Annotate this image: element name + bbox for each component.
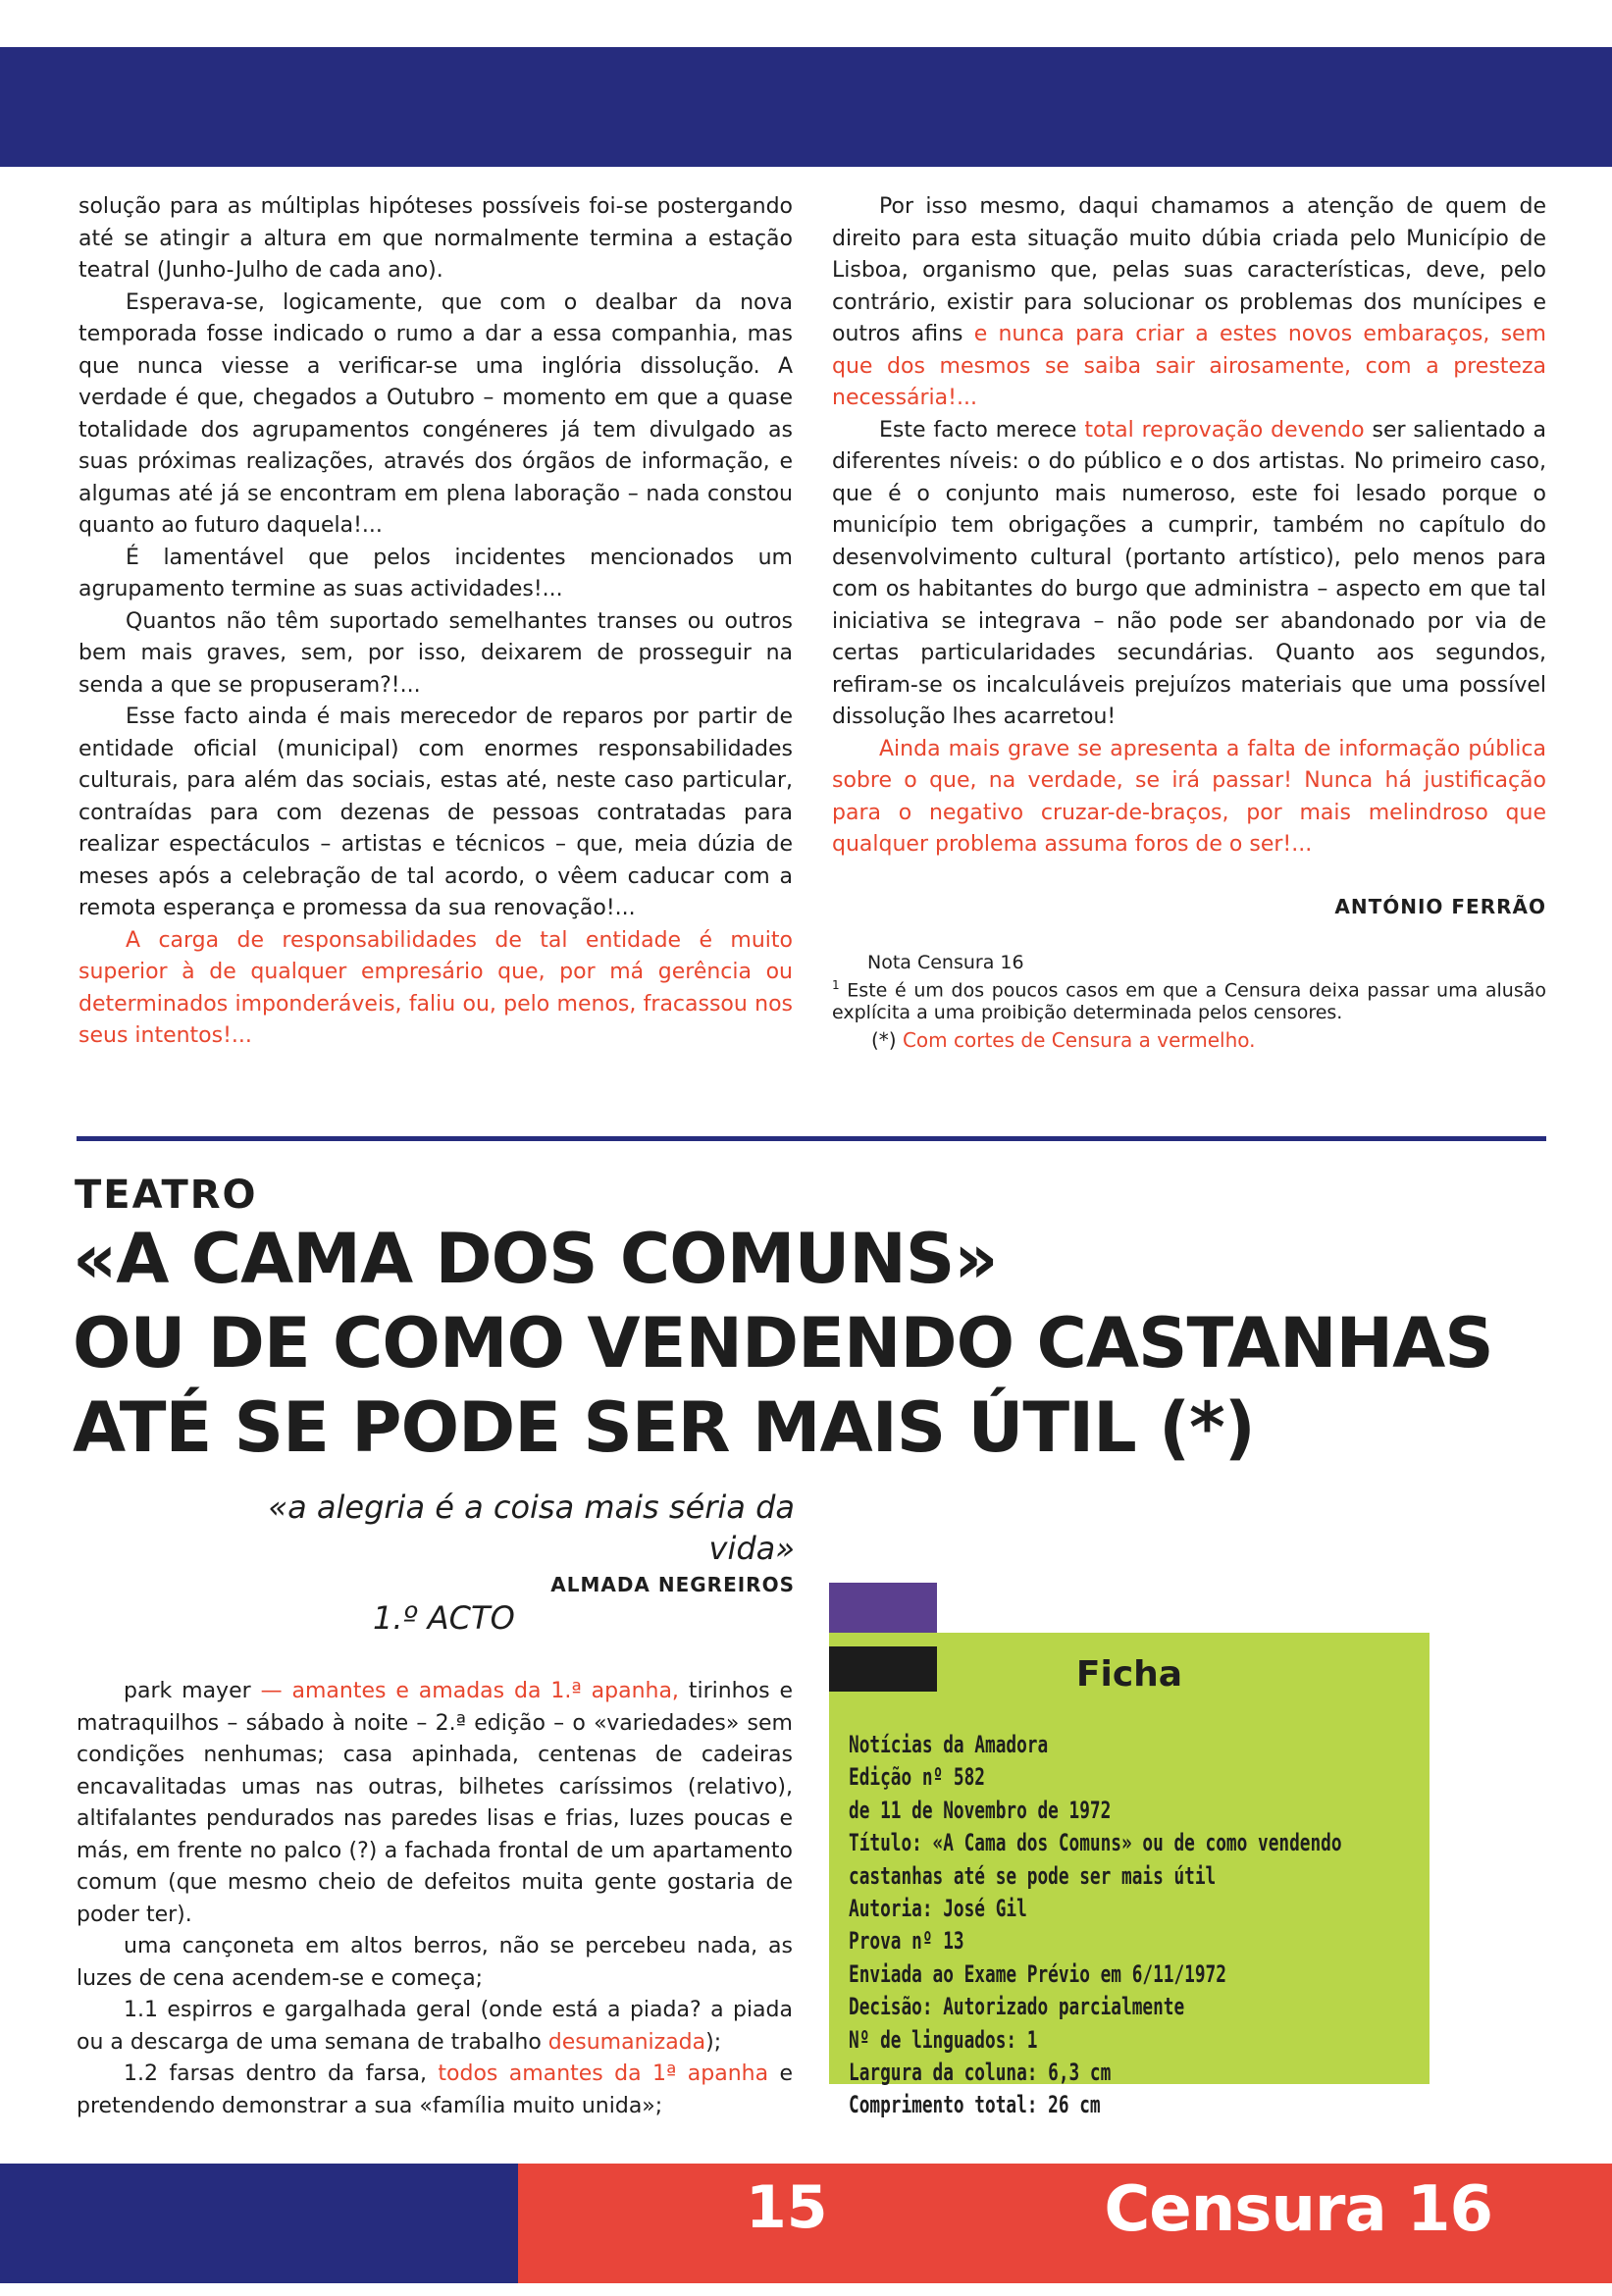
ficha-line: Notícias da Amadora bbox=[849, 1731, 1049, 1758]
censored-paragraph: Ainda mais grave se apresenta a falta de informação pública sobre o que, na verdade, se irá passar! Nunca há justificação para o negativo cruzar-de-braços, por mais melindroso que qualquer problema assuma foros de o ser!... bbox=[832, 736, 1546, 857]
paragraph: É lamentável que pelos incidentes mencionados um agrupamento termine as suas actividades!... bbox=[78, 545, 793, 601]
paragraph: park mayer — amantes e amadas da 1.ª apanha, tirinhos e matraquilhos – sábado à noite – 2.ª edição – o «variedades» sem condições nenhumas; casa apinhada, centenas de cadeiras encavalitadas umas nas outras, bilhetes caríssimos (relativo), altifalantes pendurados nas paredes lisas e frias, luzes poucas e más, em frente no palco (?) a fachada frontal de um apartamento comum (que mesmo cheio de defeitos muita gente gostaria de poder ter). bbox=[77, 1679, 793, 1927]
section-label: TEATRO bbox=[75, 1173, 258, 1218]
censored-text: — amantes e amadas da 1.ª apanha, bbox=[260, 1679, 679, 1703]
ficha-line: de 11 de Novembro de 1972 bbox=[849, 1796, 1112, 1824]
ficha-accent-dark bbox=[829, 1646, 937, 1692]
article-body bbox=[77, 1676, 793, 2122]
note-title: Nota Censura 16 bbox=[867, 952, 1024, 973]
article-headline: «A CAMA DOS COMUNS» OU DE COMO VENDENDO CASTANHAS ATÉ SE PODE SER MAIS ÚTIL (*) bbox=[73, 1219, 1493, 1468]
act-heading: 1.º ACTO bbox=[373, 1599, 515, 1637]
epigraph-quote: «a alegria é a coisa mais séria da vida» bbox=[268, 1488, 795, 1567]
ficha-line: Enviada ao Exame Prévio em 6/11/1972 bbox=[849, 1959, 1226, 1988]
note-text: Este é um dos poucos casos em que a Censura deixa passar uma alusão explícita a uma proibição determinada pelos censores. bbox=[832, 979, 1547, 1024]
ficha-line: Título: «A Cama dos Comuns» ou de como vendendo bbox=[849, 1829, 1342, 1857]
left-column bbox=[78, 191, 793, 1053]
page-number: 15 bbox=[746, 2173, 828, 2242]
ficha-line: Largura da coluna: 6,3 cm bbox=[849, 2059, 1112, 2087]
publication-name: Censura 16 bbox=[1104, 2173, 1492, 2246]
epigraph-author: ALMADA NEGREIROS bbox=[550, 1573, 795, 1596]
ficha-line: Autoria: José Gil bbox=[849, 1895, 1027, 1923]
paragraph: Quantos não têm suportado semelhantes transes ou outros bem mais graves, sem, por isso, deixarem de prosseguir na senda a que se propuseram?!... bbox=[78, 608, 793, 698]
footnote-marker: 1 bbox=[832, 978, 840, 992]
footer-navy-block bbox=[0, 2164, 518, 2283]
ficha-title: Ficha bbox=[1075, 1654, 1183, 1695]
censorship-legend: (*) Com cortes de Censura a vermelho. bbox=[871, 1028, 1256, 1053]
paragraph: solução para as múltiplas hipóteses possíveis foi-se postergando até se atingir a altura em que normalmente termina a estação teatral (Junho-Julho de cada ano). bbox=[78, 194, 793, 283]
right-column bbox=[832, 191, 1546, 1057]
paragraph: Por isso mesmo, daqui chamamos a atenção de quem de direito para esta situação muito dúbia criada pelo Município de Lisboa, organismo que, pelas suas características, deve, pelo contrário, existir para solucionar os problemas dos munícipes e outros afins e nunca para criar a estes novos embaraços, sem que dos mesmos se saiba sair airosamente, com a presteza necessária!... bbox=[832, 194, 1546, 410]
paragraph: Esse facto ainda é mais merecedor de reparos por partir de entidade oficial (municipal) com enormes responsabilidades culturais, para além das sociais, estas até, neste caso particular, contraídas para com dezenas de pessoas contratadas para realizar espectáculos – artistas e técnicos – que, meia dúzia de meses após a celebração de tal acordo, o vêem caducar com a remota esperança e promessa da sua renovação!... bbox=[78, 704, 793, 920]
censorship-note bbox=[832, 952, 1546, 1024]
paragraph: uma cançoneta em altos berros, não se percebeu nada, as luzes de cena acendem-se e começa; bbox=[77, 1934, 793, 1991]
epigraph bbox=[196, 1487, 795, 1596]
censored-text: desumanizada bbox=[547, 2029, 706, 2055]
ficha-line: Edição nº 582 bbox=[849, 1763, 986, 1792]
paragraph: Este facto merece total reprovação devendo ser salientado a diferentes níveis: o do público e o dos artistas. No primeiro caso, que é o conjunto mais numeroso, este foi lesado porque o município tem obrigações a cumprir, também no capítulo do desenvolvimento cultural (portanto artístico), pelo menos para com os habitantes do burgo que administra – aspecto em que tal iniciativa se integrava – não pode ser abandonado por via de certas particularidades secundárias. Quanto aos segundos, refiram-se os incalculáveis prejuízos materiais que uma possível dissolução lhes acarretou! bbox=[832, 417, 1547, 729]
censored-text: total reprovação devendo bbox=[1084, 417, 1365, 443]
ficha-line: Nº de linguados: 1 bbox=[849, 2025, 1038, 2054]
author-signature: ANTÓNIO FERRÃO bbox=[1334, 894, 1546, 918]
censored-paragraph: A carga de responsabilidades de tal entidade é muito superior à de qualquer empresário que, por má gerência ou determinados imponderáveis, faliu ou, pelo menos, fracassou nos seus intentos!... bbox=[78, 927, 793, 1048]
ficha-line: Comprimento total: 26 cm bbox=[849, 2091, 1101, 2119]
paragraph: 1.2 farsas dentro da farsa, todos amantes da 1ª apanha e pretendendo demonstrar a sua «família muito unida»; bbox=[77, 2061, 794, 2118]
ficha-line: Prova nº 13 bbox=[849, 1927, 964, 1956]
ficha-line: Decisão: Autorizado parcialmente bbox=[849, 1993, 1185, 2021]
paragraph: Esperava-se, logicamente, que com o dealbar da nova temporada fosse indicado o rumo a dar a essa companhia, mas que nunca viesse a verificar-se uma inglória dissolução. A verdade é que, chegados a Outubro – momento em que a quase totalidade dos agrupamentos congéneres já tem divulgado as suas próximas realizações, através dos órgãos de informação, e algumas até já se encontram em plena laboração – nada constou quanto ao futuro daquela!... bbox=[78, 289, 793, 538]
ficha-lines bbox=[849, 1729, 1342, 2122]
censored-text: todos amantes da 1ª apanha bbox=[438, 2061, 769, 2086]
section-divider bbox=[77, 1136, 1546, 1141]
censored-text: e nunca para criar a estes novos embaraços, sem que dos mesmos se saiba sair airosamente, com a presteza necessária!... bbox=[832, 322, 1546, 410]
paragraph: 1.1 espirros e gargalhada geral (onde está a piada? a piada ou a descarga de uma semana de trabalho desumanizada); bbox=[77, 1998, 793, 2055]
top-banner bbox=[0, 47, 1612, 167]
ficha-box bbox=[829, 1633, 1430, 2119]
ficha-line: castanhas até se pode ser mais útil bbox=[849, 1861, 1217, 1890]
